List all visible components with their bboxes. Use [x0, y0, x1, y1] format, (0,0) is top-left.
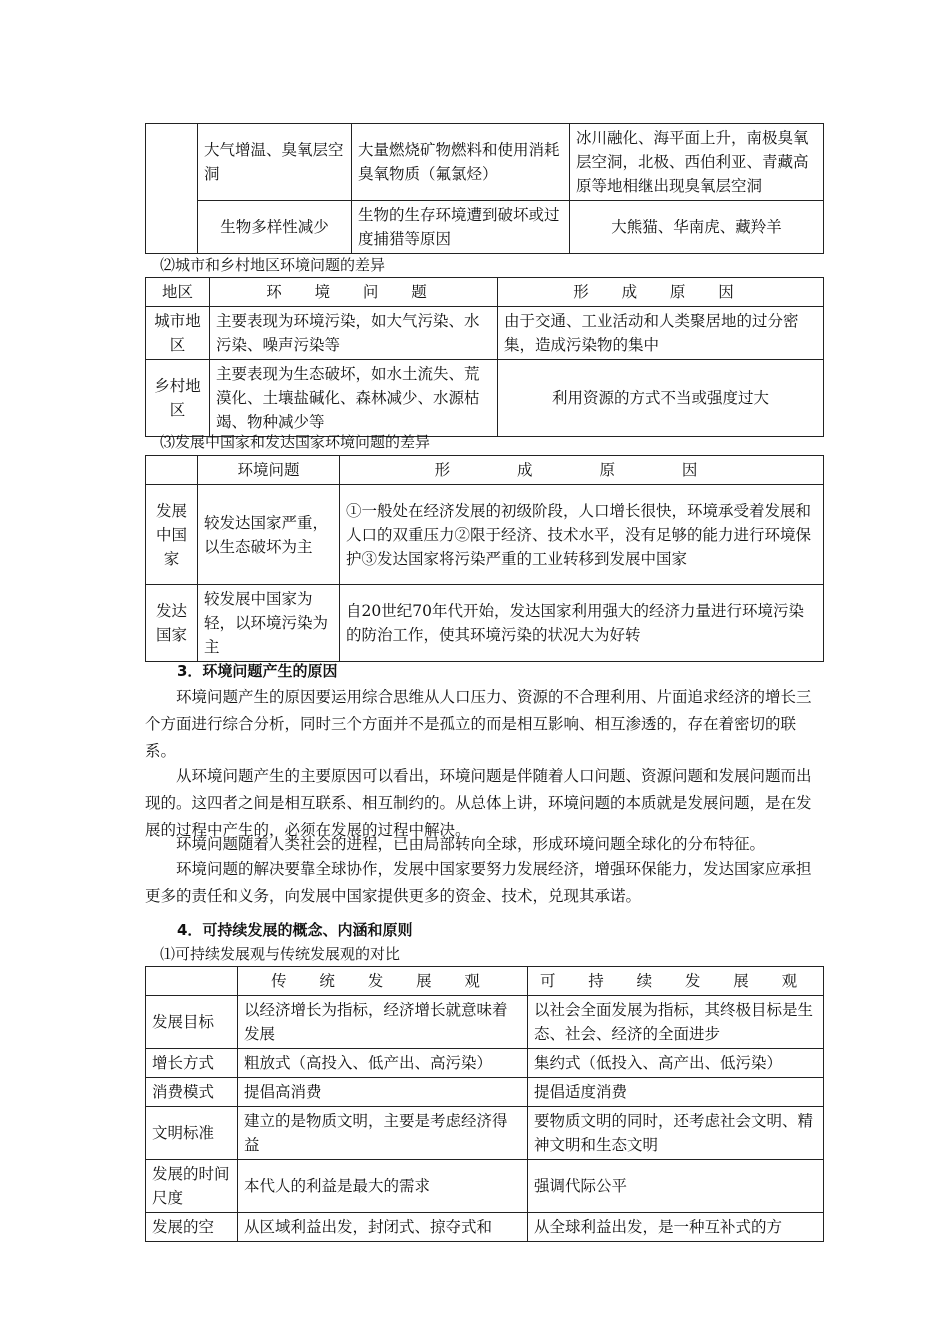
problem-cell: 大气增温、臭氧层空洞 [198, 124, 352, 201]
traditional-cell: 建立的是物质文明，主要是考虑经济得益 [238, 1107, 528, 1160]
region-cell: 乡村地区 [146, 360, 210, 437]
table-row [146, 485, 824, 585]
paragraph: 环境问题随着人类社会的进程，已由局部转向全球，形成环境问题全球化的分布特征。 [176, 835, 766, 853]
env-problems-table-continued [145, 123, 824, 254]
table-row [146, 307, 824, 360]
table-row [146, 201, 824, 254]
header-cell: 形 成 原 因 [340, 456, 824, 485]
table-header-row [146, 278, 824, 307]
problem-cell: 较发展中国家为轻，以环境污染为主 [198, 585, 340, 662]
row-label-cell: 增长方式 [146, 1049, 238, 1078]
header-cell: 地区 [146, 278, 210, 307]
table-row [146, 1160, 824, 1213]
cause-cell: 由于交通、工业活动和人类聚居地的过分密集，造成污染物的集中 [498, 307, 824, 360]
developing-developed-table [145, 455, 824, 662]
paragraph: 从环境问题产生的主要原因可以看出，环境问题是伴随着人口问题、资源问题和发展问题而出现的。这四者之间是相互联系、相互制约的。从总体上讲，环境问题的本质就是发展问题，是在发展的过程中产生的，必须在发展的过程中解决。 [145, 767, 812, 839]
traditional-cell: 粗放式（高投入、低产出、高污染） [238, 1049, 528, 1078]
section-caption: ⑶发展中国家和发达国家环境问题的差异 [160, 433, 431, 451]
sustainable-cell: 以社会全面发展为指标，其终极目标是生态、社会、经济的全面进步 [528, 996, 824, 1049]
traditional-cell: 以经济增长为指标，经济增长就意味着发展 [238, 996, 528, 1049]
section-heading: 4．可持续发展的概念、内涵和原则 [177, 921, 413, 939]
section-caption: ⑴可持续发展观与传统发展观的对比 [160, 945, 401, 963]
paragraph: 环境问题的解决要靠全球协作，发展中国家要努力发展经济，增强环保能力，发达国家应承担更多的责任和义务，向发展中国家提供更多的资金、技术，兑现其承诺。 [145, 860, 812, 905]
header-cell: 环 境 问 题 [210, 278, 498, 307]
row-label-cell: 消费模式 [146, 1078, 238, 1107]
row-label-cell: 发展的空 [146, 1213, 238, 1242]
table-header-row [146, 967, 824, 996]
traditional-cell: 提倡高消费 [238, 1078, 528, 1107]
cause-cell: 自20世纪70年代开始，发达国家利用强大的经济力量进行环境污染的防治工作，使其环境污染的状况大为好转 [340, 585, 824, 662]
table-row [146, 996, 824, 1049]
table-row [146, 1049, 824, 1078]
cause-cell: 利用资源的方式不当或强度过大 [498, 360, 824, 437]
header-cell: 传 统 发 展 观 [238, 967, 528, 996]
region-cell: 发展中国家 [146, 485, 198, 585]
example-cell: 冰川融化、海平面上升，南极臭氧层空洞，北极、西伯利亚、青藏高原等地相继出现臭氧层空洞 [570, 124, 824, 201]
table-row [146, 360, 824, 437]
section-heading: 3．环境问题产生的原因 [177, 662, 338, 680]
empty-header-cell [146, 456, 198, 485]
traditional-cell: 本代人的利益是最大的需求 [238, 1160, 528, 1213]
table-row [146, 1107, 824, 1160]
urban-rural-table [145, 277, 824, 437]
paragraph: 环境问题产生的原因要运用综合思维从人口压力、资源的不合理利用、片面追求经济的增长三个方面进行综合分析，同时三个方面并不是孤立的而是相互影响、相互渗透的，存在着密切的联系。 [145, 688, 812, 760]
empty-merged-cell [146, 124, 198, 254]
empty-header-cell [146, 967, 238, 996]
example-cell: 大熊猫、华南虎、藏羚羊 [570, 201, 824, 254]
problem-cell: 较发达国家严重，以生态破坏为主 [198, 485, 340, 585]
sustainable-vs-traditional-table [145, 966, 824, 1242]
region-cell: 城市地区 [146, 307, 210, 360]
row-label-cell: 文明标准 [146, 1107, 238, 1160]
sustainable-cell: 集约式（低投入、高产出、低污染） [528, 1049, 824, 1078]
header-cell: 可 持 续 发 展 观 [528, 967, 824, 996]
table-row [146, 585, 824, 662]
section-caption: ⑵城市和乡村地区环境问题的差异 [160, 256, 386, 274]
table-row [146, 124, 824, 201]
sustainable-cell: 强调代际公平 [528, 1160, 824, 1213]
problem-cell: 主要表现为环境污染，如大气污染、水污染、噪声污染等 [210, 307, 498, 360]
region-cell: 发达国家 [146, 585, 198, 662]
table-row [146, 1078, 824, 1107]
traditional-cell: 从区域利益出发，封闭式、掠夺式和 [238, 1213, 528, 1242]
cause-cell: 大量燃烧矿物燃料和使用消耗臭氧物质（氟氯烃） [352, 124, 570, 201]
table-row [146, 1213, 824, 1242]
sustainable-cell: 要物质文明的同时，还考虑社会文明、精神文明和生态文明 [528, 1107, 824, 1160]
header-cell: 环境问题 [198, 456, 340, 485]
problem-cell: 主要表现为生态破坏，如水土流失、荒漠化、土壤盐碱化、森林减少、水源枯竭、物种减少等 [210, 360, 498, 437]
sustainable-cell: 从全球利益出发，是一种互补式的方 [528, 1213, 824, 1242]
cause-cell: ①一般处在经济发展的初级阶段，人口增长很快，环境承受着发展和人口的双重压力②限于经济、技术水平，没有足够的能力进行环境保护③发达国家将污染严重的工业转移到发展中国家 [340, 485, 824, 585]
row-label-cell: 发展的时间尺度 [146, 1160, 238, 1213]
table-header-row [146, 456, 824, 485]
header-cell: 形 成 原 因 [498, 278, 824, 307]
sustainable-cell: 提倡适度消费 [528, 1078, 824, 1107]
row-label-cell: 发展目标 [146, 996, 238, 1049]
problem-cell: 生物多样性减少 [198, 201, 352, 254]
cause-cell: 生物的生存环境遭到破坏或过度捕猎等原因 [352, 201, 570, 254]
